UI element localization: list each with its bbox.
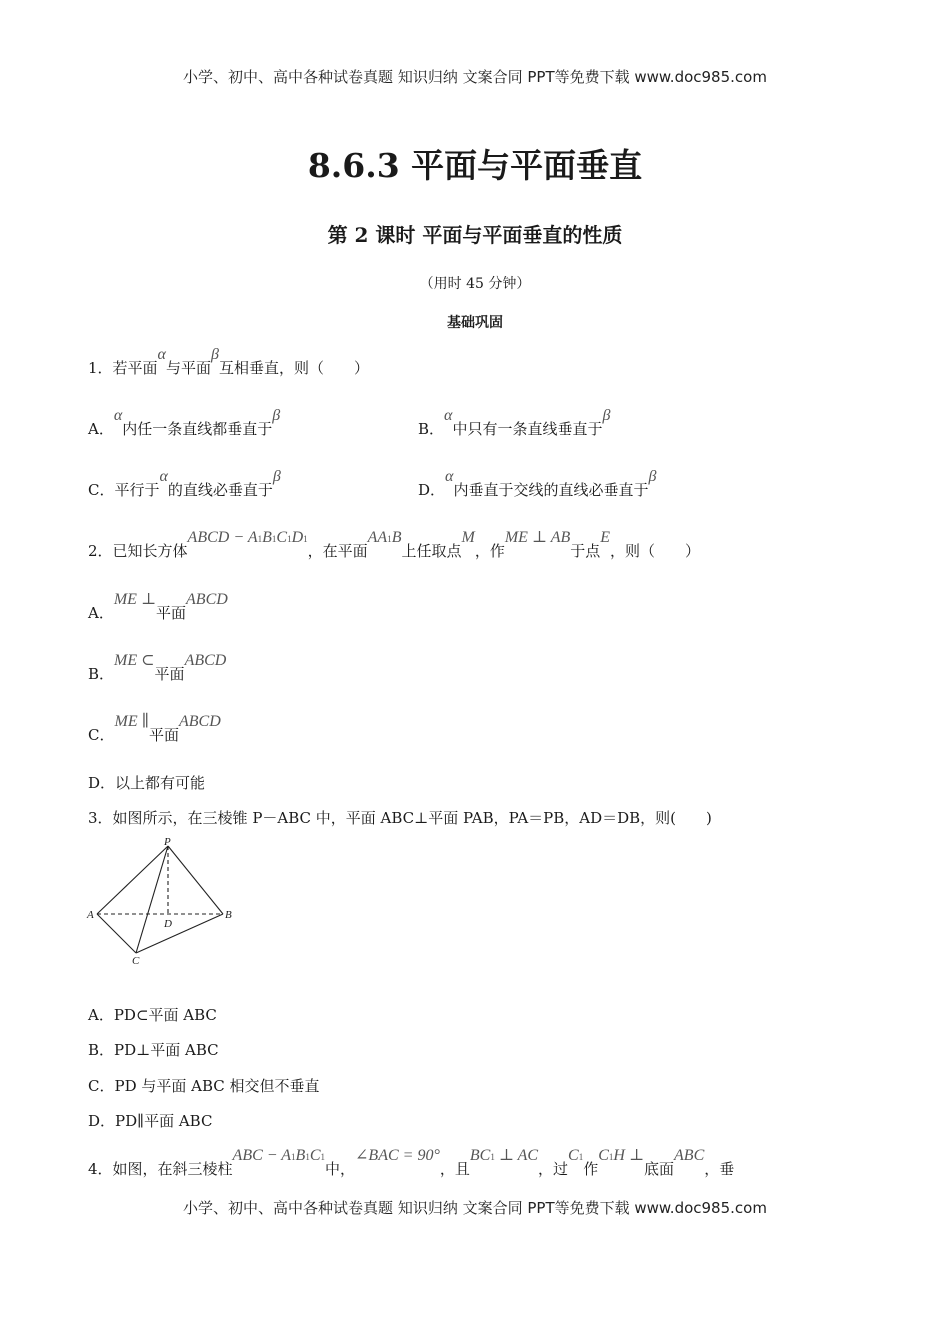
label-b: B [225, 909, 232, 921]
question-3-stem: 3．如图所示，在三棱锥 P－ABC 中，平面 ABC⊥平面 PAB，PA＝PB，AD＝DB，则( ) [88, 809, 712, 827]
label-d: D [164, 918, 172, 930]
question-1-stem: 1．若平面α与平面β互相垂直，则（ ） [88, 346, 369, 377]
edge-cb [136, 914, 223, 953]
time-note: （用时 45 分钟） [419, 276, 531, 292]
footer-banner: 小学、初中、高中各种试卷真题 知识归纳 文案合同 PPT等免费下载 www.doc985.com [183, 1199, 767, 1217]
question-4-stem: 4．如图，在斜三棱柱ABC − A1B1C1中，∠BAC = 90°，且BC1 ⊥ AC，过C1作C1H ⊥底面ABC，垂 [88, 1147, 735, 1178]
edge-pb [168, 846, 223, 914]
question-3-option-a[interactable]: A．PD⊂平面 ABC [88, 1006, 217, 1024]
question-2-option-a[interactable]: A．ME ⊥平面ABCD [88, 591, 228, 622]
question-3-option-c[interactable]: C．PD 与平面 ABC 相交但不垂直 [88, 1077, 320, 1095]
question-1-option-d[interactable]: D．α内垂直于交线的直线必垂直于β [418, 468, 657, 499]
page-subtitle: 第 2 课时 平面与平面垂直的性质 [327, 223, 623, 247]
question-1-option-c[interactable]: C．平行于α的直线必垂直于β [88, 468, 281, 499]
edge-ac [97, 914, 136, 953]
label-p: P [164, 836, 171, 848]
question-3-option-b[interactable]: B．PD⊥平面 ABC [88, 1041, 219, 1059]
question-3-option-d[interactable]: D．PD∥平面 ABC [88, 1112, 213, 1130]
question-2-option-c[interactable]: C．ME ∥平面ABCD [88, 713, 221, 744]
question-2-stem: 2．已知长方体ABCD − A1B1C1D1，在平面AA1B上任取点M，作ME ⊥ AB于点E，则（ ） [88, 529, 701, 560]
header-banner: 小学、初中、高中各种试卷真题 知识归纳 文案合同 PPT等免费下载 www.doc985.com [183, 68, 767, 86]
question-2-option-d[interactable]: D．以上都有可能 [88, 774, 206, 792]
question-1-option-b[interactable]: B．α中只有一条直线垂直于β [418, 407, 611, 438]
question-2-option-b[interactable]: B．ME ⊂平面ABCD [88, 652, 227, 683]
page-title: 8.6.3 平面与平面垂直 [307, 146, 643, 185]
question-1-option-a[interactable]: A．α内任一条直线都垂直于β [88, 407, 281, 438]
section-heading: 基础巩固 [447, 315, 503, 331]
label-c: C [132, 955, 140, 967]
label-a: A [87, 909, 94, 921]
pyramid-figure [85, 836, 245, 971]
